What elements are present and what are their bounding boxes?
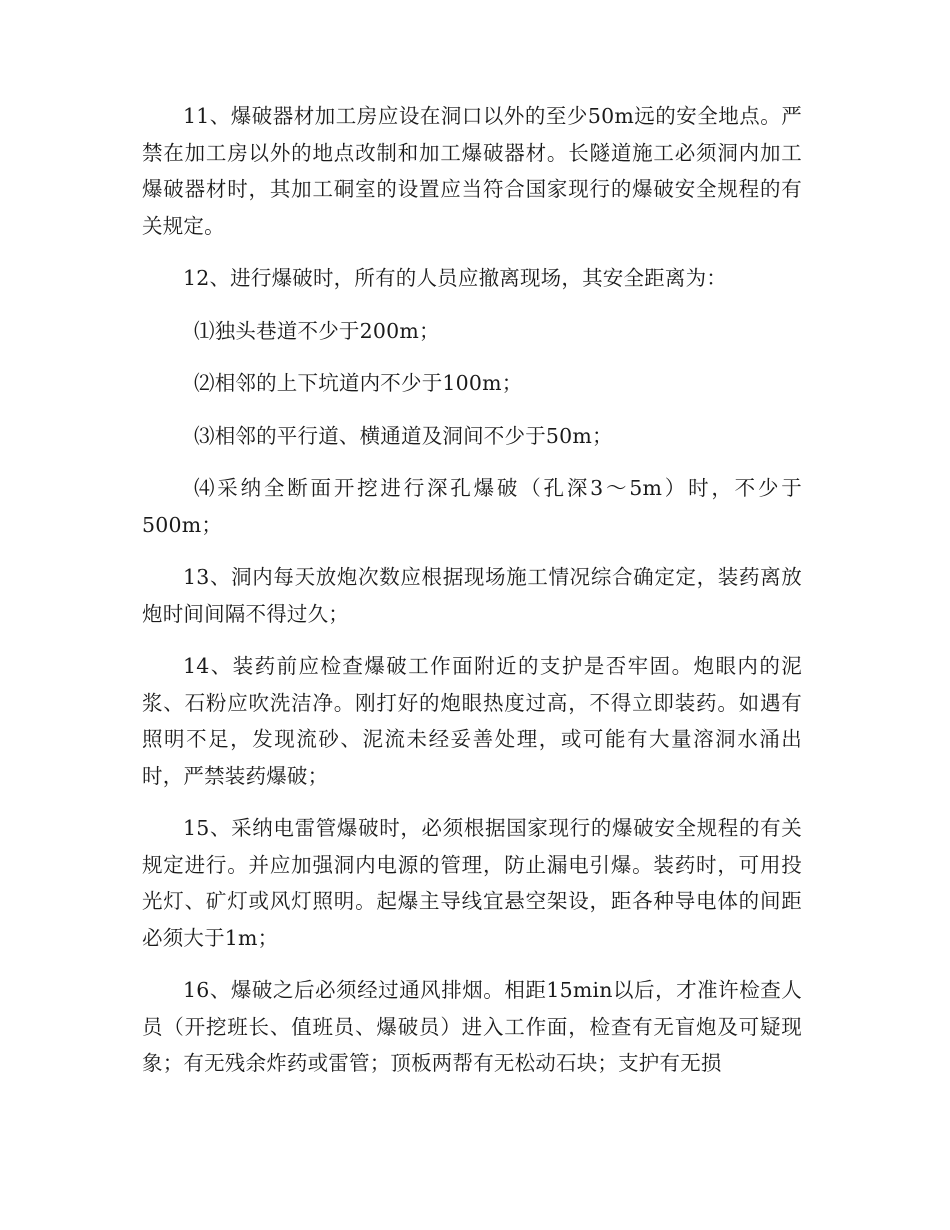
paragraph-12-item-1: ⑴独头巷道不少于200m； bbox=[194, 318, 440, 343]
paragraph-12-item-4: ⑷采纳全断面开挖进行深孔爆破（孔深3～5m）时，不少于500m； bbox=[142, 476, 802, 537]
paragraph-15: 15、采纳电雷管爆破时，必须根据国家现行的爆破安全规程的有关规定进行。并应加强洞内电源的管理，防止漏电引爆。装药时，可用投光灯、矿灯或风灯照明。起爆主导线宜悬空架设，距各种导电体的间距必须大于1m； bbox=[142, 816, 802, 950]
paragraph-13: 13、洞内每天放炮次数应根据现场施工情况综合确定定，装药离放炮时间间隔不得过久； bbox=[142, 565, 802, 626]
paragraph-12-item-3: ⑶相邻的平行道、横通道及洞间不少于50m； bbox=[194, 423, 613, 448]
paragraph-11: 11、爆破器材加工房应设在洞口以外的至少50m远的安全地点。严禁在加工房以外的地点改制和加工爆破器材。长隧道施工必须洞内加工爆破器材时，其加工硐室的设置应当符合国家现行的爆破安全规程的有关规定。 bbox=[142, 104, 802, 238]
document-body bbox=[142, 98, 802, 1082]
paragraph-14: 14、装药前应检查爆破工作面附近的支护是否牢固。炮眼内的泥浆、石粉应吹洗洁净。刚打好的炮眼热度过高，不得立即装药。如遇有照明不足，发现流砂、泥流未经妥善处理，或可能有大量溶洞水涌出时，严禁装药爆破； bbox=[142, 654, 802, 788]
paragraph-16: 16、爆破之后必须经过通风排烟。相距15min以后，才准许检查人员（开挖班长、值班员、爆破员）进入工作面，检查有无盲炮及可疑现象；有无残余炸药或雷管；顶板两帮有无松动石块；支护有无损 bbox=[142, 978, 802, 1075]
paragraph-12-item-2: ⑵相邻的上下坑道内不少于100m； bbox=[194, 371, 523, 395]
paragraph-12: 12、进行爆破时，所有的人员应撤离现场，其安全距离为： bbox=[183, 266, 727, 290]
